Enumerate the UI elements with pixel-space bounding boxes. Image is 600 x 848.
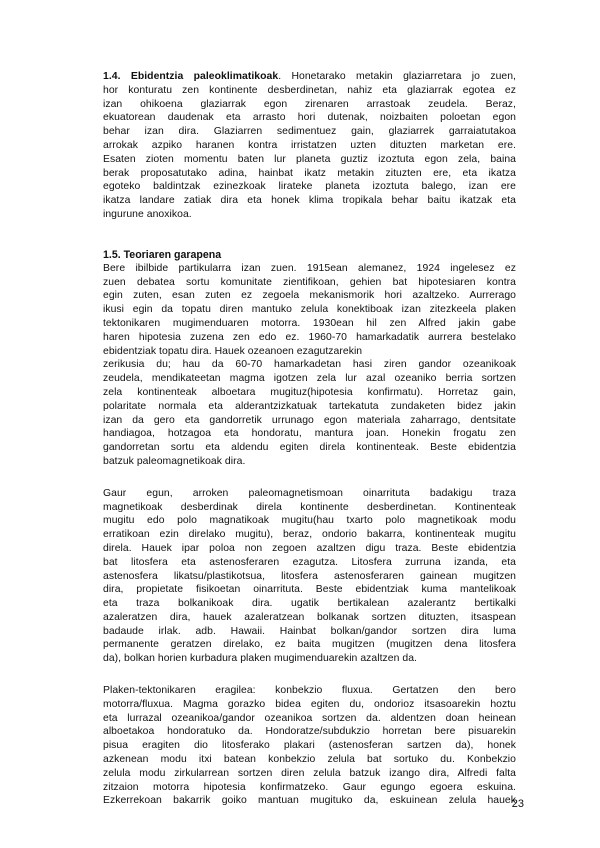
paragraph-line: gandorretan sortu eta aldendu egiten direla kontinenteak. Beste ebidentzia: [103, 442, 516, 454]
paragraph-line: zuen debatea sortu komunitate zientifikoan, gehien bat hipotesiaren kontra: [103, 276, 516, 288]
paragraph-line: haren hipotesia zuzena zen edo ez. 1960-70 hamarkadatik aurrera bestelako: [103, 331, 516, 343]
paragraph-line: behar izan dira. Glaziarren sedimentuez gain, glaziarrek garraiatutakoa: [103, 126, 516, 138]
paragraph-line: direla. Hauek ipar poloa non zegoen azaltzen digu traza. Beste ebidentzia: [103, 542, 516, 554]
paragraph-line: dira, propietate fisikoetan oinarrituta. Beste ebidentziak kuma mantelikoak: [103, 584, 516, 596]
paragraph-line: astenosfera likatsu/plastikotsua, litosfera astenosferaren gainean mugitzen: [103, 570, 516, 582]
page-body: [103, 70, 516, 808]
paragraph-line: ikatza landare zatiak dira eta honek klima tropikala behar baitu ikatzak eta: [103, 195, 516, 207]
paragraph-line: magnetikoak desberdinak direla kontinente desberdinetan. Kontinenteak: [103, 501, 516, 513]
section-1-5-paragraph-1: [103, 262, 516, 359]
paragraph-line: bat litosfera eta astenosferaren ezagutza. Litosfera zurruna izanda, eta: [103, 556, 516, 568]
paragraph-line: batzuk paleomagnetikoak dira.: [103, 455, 246, 467]
paragraph-line: handiagoa, hotzagoa eta hondoratu, mantura joan. Honekin frogatu zen: [103, 428, 516, 440]
paragraph-line: badaude irlak. adb. Hawaii. Hainbat bolkan/gandor sortzen dira luma: [103, 625, 516, 637]
paragraph-line: erratikoan ezin direlako mugitu), beraz, ondorio bakarra, kontinenteak mugitu: [103, 529, 516, 541]
paragraph-line: berak proposatutako adina, hainbat ikatz metakin zituzten ere, eta ikatza: [103, 167, 516, 179]
paragraph-line: motorra/fluxua. Magma gorazko bidea egiten du, ondorioz itsasoarekin hoztu: [103, 698, 516, 710]
paragraph-line: zeudela, mendikateetan magma igotzen zela lur azal ozeaniko berria sortzen: [103, 373, 516, 385]
section-1-5-paragraph-3: [103, 487, 516, 666]
paragraph-line: permanente geratzen direlako, ez baita mugitzen (mugitzen dena litosfera: [103, 639, 516, 651]
paragraph-line: pisua eragiten dio litosferako plakari (astenosferan sartzen da), honek: [103, 740, 516, 752]
paragraph-line: zela kontinenteak alboetara mugituz(hipotesia konfirmatu). Horretaz gain,: [103, 386, 516, 398]
paragraph-line: tektonikaren mugimenduaren motorra. 1930ean hil zen Alfred jakin gabe: [103, 317, 516, 329]
paragraph-line: arrokak azpiko haranen kontra irristatzen uzten dituzten marketan ere.: [103, 139, 516, 151]
section-1-5-heading: 1.5. Teoriaren garapena: [103, 248, 222, 261]
section-1-4-paragraph: [103, 70, 516, 222]
paragraph-line-text: . Honetarako metakin glaziarretara jo zuen,: [278, 71, 516, 82]
paragraph-line: zerikusia du; hau da 60-70 hamarkadetan hasi ziren gandor ozeanikoak: [103, 359, 516, 371]
section-1-4-heading: 1.4. Ebidentzia paleoklimatikoak: [103, 71, 279, 82]
paragraph-line: Esaten zioten momentu baten lur planeta guztiz izoztuta egon zela, baina: [103, 153, 516, 165]
paragraph-line: Plaken-tektonikaren eragilea: konbekzio fluxua. Gertatzen den bero: [103, 685, 516, 697]
paragraph-line: zitzaion motorra hipotesia konfirmatzeko. Gaur egungo egoera eskuina.: [103, 781, 516, 793]
paragraph-line: egin zuten, esan zuten ez zegoela mekanismorik hori azaltzeko. Aurrerago: [103, 290, 516, 302]
paragraph-line: [103, 70, 516, 84]
paragraph-line: ingurune anoxikoa.: [103, 208, 192, 220]
paragraph-line: egoteko baldintzak ezinezkoak lirateke planeta izoztuta balego, izan ere: [103, 181, 516, 193]
section-1-5-paragraph-4: [103, 684, 516, 808]
paragraph-line: da), bolkan horien kurbadura plaken mugimenduarekin azaltzen da.: [103, 653, 417, 665]
paragraph-line: eta traza bolkanikoak dira. ugatik bertikalean azalerantz bertikalki: [103, 598, 516, 610]
paragraph-line: azaleratzen dira, hauek azaleratzean bolkanak sortzen dituzten, itsaspean: [103, 611, 516, 623]
paragraph-line: polaritate normala eta alderantzizkatuak tartekatuta zundaketen bidez jakin: [103, 400, 516, 412]
paragraph-line: hor konturatu zen kontinente desberdinetan, nahiz eta glaziarrak egotea ez: [103, 84, 516, 96]
paragraph-line: Ezkerrekoan bakarrik goiko mantuan mugituko da, eskuinean zelula hauek: [103, 795, 516, 807]
paragraph-line: azkenean modu itxi batean konbekzio zelula bat sortuko du. Konbekzio: [103, 754, 516, 766]
paragraph-line: alboetakoa hondoratuko da. Hondoratze/subdukzio horretan bere pisuarekin: [103, 726, 516, 738]
paragraph-line: Bere ibilbide partikularra izan zuen. 1915ean alemanez, 1924 ingelesez ez: [103, 262, 516, 274]
paragraph-line: ikusi egin da topatu diren mantuko zelula konektiboak izan zitezkeela plaken: [103, 304, 516, 316]
paragraph-line: eta lurrazal ozeanikoa/gandor ozeanikoa sortzen da. aldentzen doan heinean: [103, 712, 516, 724]
paragraph-line: zelula modu zirkularrean sortzen diren zelula batzuk izango dira, Alfredi falta: [103, 767, 516, 779]
paragraph-line: ekuatorean daudenak eta arrasto hori dutenak, noizbaiten poloetan egon: [103, 112, 516, 124]
paragraph-line: izan ohikoena glaziarrak egon zirenaren arrastoak zeudela. Beraz,: [103, 98, 516, 110]
section-1-5-paragraph-2: [103, 358, 516, 468]
spacer: [103, 469, 516, 487]
paragraph-line: mugitu edo polo magnatikoak mugitu(hau txarto polo magnetikoak modu: [103, 515, 516, 527]
paragraph-line: ebidentziak topatu dira. Hauek ozeanoen ezagutzarekin: [103, 345, 363, 357]
page-number: 23: [511, 798, 524, 810]
spacer: [103, 222, 516, 248]
paragraph-line: Gaur egun, arroken paleomagnetismoan oinarrituta badakigu traza: [103, 487, 516, 499]
spacer: [103, 666, 516, 684]
paragraph-line: izan da gero eta gandorretik urrunago egon materiala zaharrago, dentsitate: [103, 414, 516, 426]
